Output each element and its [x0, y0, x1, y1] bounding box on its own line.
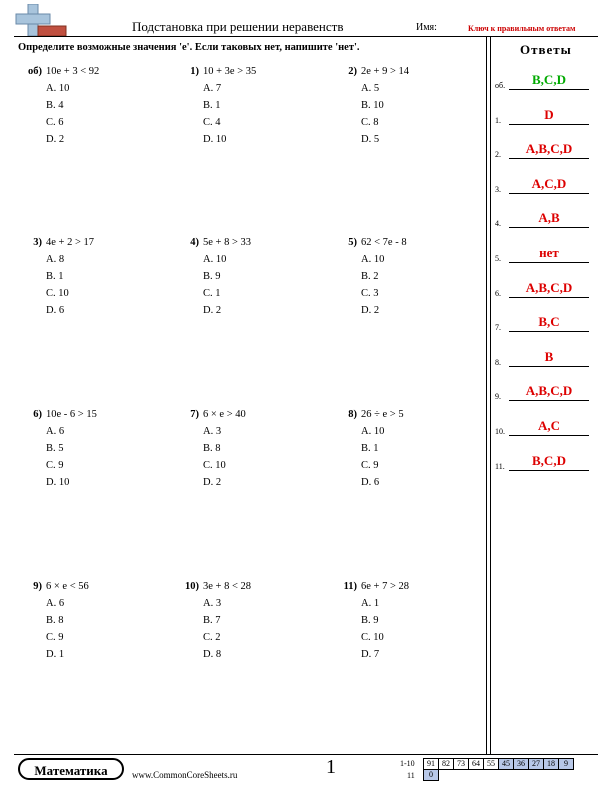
problem-question: 6 × e < 56: [46, 581, 89, 592]
answer-number: об.: [495, 81, 506, 90]
problem-number: 3): [33, 237, 42, 248]
problem-number: об): [28, 66, 42, 77]
problem-option: D. 6: [361, 477, 380, 488]
problem-option: C. 3: [361, 288, 379, 299]
answer-value: B,C,D: [532, 452, 566, 468]
problem-option: B. 5: [46, 443, 64, 454]
answer-row: [495, 314, 595, 334]
problem-question: 2e + 9 > 14: [361, 66, 410, 77]
problem-number: 11): [343, 581, 357, 592]
answer-line: [509, 193, 589, 194]
problem-option: D. 7: [361, 649, 380, 660]
answer-column-divider: [486, 36, 487, 754]
problem-number: 4): [190, 237, 199, 248]
problem-number: 1): [190, 66, 199, 77]
problem-number: 2): [348, 66, 357, 77]
problem-question: 62 < 7e - 8: [361, 237, 407, 248]
problem-option: A. 3: [203, 426, 222, 437]
answer-number: 2.: [495, 150, 501, 160]
answer-value: A,C,D: [531, 175, 567, 191]
answer-row: [495, 349, 595, 369]
header-divider: [14, 36, 598, 37]
answer-number: 6.: [495, 288, 501, 298]
problem-option: D. 2: [46, 134, 65, 145]
page-number: 1: [326, 756, 336, 778]
problem-option: A. 6: [46, 598, 65, 609]
problem-number: 7): [190, 409, 199, 420]
problem-option: D. 10: [203, 134, 227, 145]
problem-option: C. 2: [203, 632, 221, 643]
answer-value: A,B: [538, 210, 560, 226]
problem-number: 6): [33, 409, 42, 420]
problem-option: D. 1: [46, 649, 65, 660]
answer-row: [495, 383, 595, 403]
answer-line: [509, 158, 589, 159]
answer-number: 9.: [495, 392, 501, 402]
problem-question: 6 × e > 40: [203, 409, 246, 420]
footer-divider: [14, 754, 598, 755]
problem-option: D. 2: [361, 305, 380, 316]
problem-option: C. 1: [203, 288, 221, 299]
score-cell: 55: [484, 759, 499, 770]
problem-option: D. 10: [46, 477, 70, 488]
problem-question: 4e + 2 > 17: [46, 237, 95, 248]
problem-option: C. 4: [203, 117, 221, 128]
problem-question: 6e + 7 > 28: [361, 581, 410, 592]
answer-line: [509, 227, 589, 228]
problem-question: 26 ÷ e > 5: [361, 409, 404, 420]
problem-question: 5e + 8 > 33: [203, 237, 252, 248]
problem-option: A. 10: [361, 426, 385, 437]
problem-option: B. 10: [361, 100, 384, 111]
problem-option: C. 8: [361, 117, 379, 128]
answer-line: [509, 331, 589, 332]
answer-line: [509, 262, 589, 263]
answer-line: [509, 366, 589, 367]
answer-number: 5.: [495, 254, 501, 263]
answer-row: [495, 72, 595, 92]
score-cell: 45: [499, 759, 514, 770]
answer-value: A,B,C,D: [525, 383, 573, 399]
answer-row: [495, 210, 595, 230]
problem-option: B. 1: [203, 100, 221, 111]
problem-option: C. 10: [361, 632, 384, 643]
worksheet-title: Подстановка при решении неравенств: [132, 19, 344, 34]
problem-number: 8): [348, 409, 357, 420]
answer-line: [509, 124, 589, 125]
answer-line: [509, 435, 589, 436]
answer-row: [495, 176, 595, 196]
answer-value: A,B,C,D: [525, 279, 573, 295]
answer-number: 3.: [495, 184, 501, 194]
answer-number: 1.: [495, 115, 501, 125]
problem-option: C. 9: [361, 460, 379, 471]
problem-option: B. 2: [361, 271, 379, 282]
answer-column-divider-inner: [490, 36, 491, 754]
answer-row: [495, 107, 595, 127]
problem-option: D. 2: [203, 477, 222, 488]
problem-option: D. 8: [203, 649, 222, 660]
score-cell: 82: [439, 759, 454, 770]
problem-option: B. 9: [203, 271, 221, 282]
answer-value: B,C: [538, 314, 560, 330]
site-url[interactable]: www.CommonCoreSheets.ru: [132, 770, 238, 780]
problem-option: B. 8: [46, 615, 64, 626]
answer-row: [495, 453, 595, 473]
problem-option: D. 6: [46, 305, 65, 316]
problem-option: B. 4: [46, 100, 64, 111]
problem-option: B. 7: [203, 615, 221, 626]
answer-number: 7.: [495, 323, 501, 333]
score-cell: 64: [469, 759, 484, 770]
problem-option: A. 1: [361, 598, 380, 609]
problem-option: B. 1: [361, 443, 379, 454]
problem-option: C. 10: [203, 460, 226, 471]
problem-option: C. 10: [46, 288, 69, 299]
score-cell: 36: [514, 759, 529, 770]
answer-row: [495, 141, 595, 161]
answer-number: 8.: [495, 357, 501, 367]
name-label: Имя:: [416, 22, 437, 33]
score-cell: 73: [454, 759, 469, 770]
answer-key-label: Ключ к правильным ответам: [468, 24, 576, 33]
answer-value: нет: [539, 245, 559, 260]
answer-value: A,B,C,D: [525, 141, 573, 157]
score-row-label: 1-10: [400, 759, 415, 768]
answers-title: Ответы: [520, 42, 572, 57]
problem-option: A. 10: [361, 254, 385, 265]
answer-number: 4.: [495, 219, 501, 229]
problem-option: C. 6: [46, 117, 64, 128]
problem-option: A. 10: [46, 83, 70, 94]
answer-value: B: [544, 348, 554, 364]
problem-option: A. 6: [46, 426, 65, 437]
score-cell: 27: [529, 759, 544, 770]
answer-value: B,C,D: [532, 72, 566, 87]
answer-line: [509, 297, 589, 298]
answer-line: [509, 400, 589, 401]
problem-option: B. 1: [46, 271, 64, 282]
problem-option: A. 5: [361, 83, 380, 94]
problem-option: C. 9: [46, 632, 64, 643]
score-cell: 91: [424, 759, 439, 770]
plus-logo-icon: [14, 4, 68, 38]
problem-option: C. 9: [46, 460, 64, 471]
instructions: Определите возможные значения 'e'. Если таковых нет, напишите 'нет'.: [18, 42, 360, 53]
problem-option: A. 10: [203, 254, 227, 265]
score-cell: 9: [559, 759, 574, 770]
answer-number: 10.: [495, 427, 505, 436]
score-row-label: 11: [407, 771, 415, 780]
problem-option: D. 2: [203, 305, 222, 316]
answer-value: D: [544, 106, 554, 122]
answer-row: [495, 245, 595, 265]
problem-option: A. 3: [203, 598, 222, 609]
problem-question: 10e + 3 < 92: [46, 66, 100, 77]
problem-question: 10 + 3e > 35: [203, 66, 257, 77]
problem-number: 9): [33, 581, 42, 592]
answer-row: [495, 280, 595, 300]
problem-option: B. 9: [361, 615, 379, 626]
answer-number: 11.: [495, 461, 505, 471]
score-cell: 18: [544, 759, 559, 770]
answer-line: [509, 470, 589, 471]
problem-question: 3e + 8 < 28: [203, 581, 252, 592]
problem-question: 10e - 6 > 15: [46, 409, 97, 420]
score-cell: 0: [424, 770, 439, 781]
score-grid: [423, 758, 574, 781]
problem-option: D. 5: [361, 134, 380, 145]
answer-line: [509, 89, 589, 90]
problem-option: A. 8: [46, 254, 65, 265]
problem-number: 5): [348, 237, 357, 248]
problem-option: A. 7: [203, 83, 222, 94]
problem-number: 10): [185, 581, 199, 592]
answer-value: A,C: [537, 418, 561, 433]
subject-badge: Математика: [18, 758, 124, 780]
problem-option: B. 8: [203, 443, 221, 454]
answer-row: [495, 418, 595, 438]
